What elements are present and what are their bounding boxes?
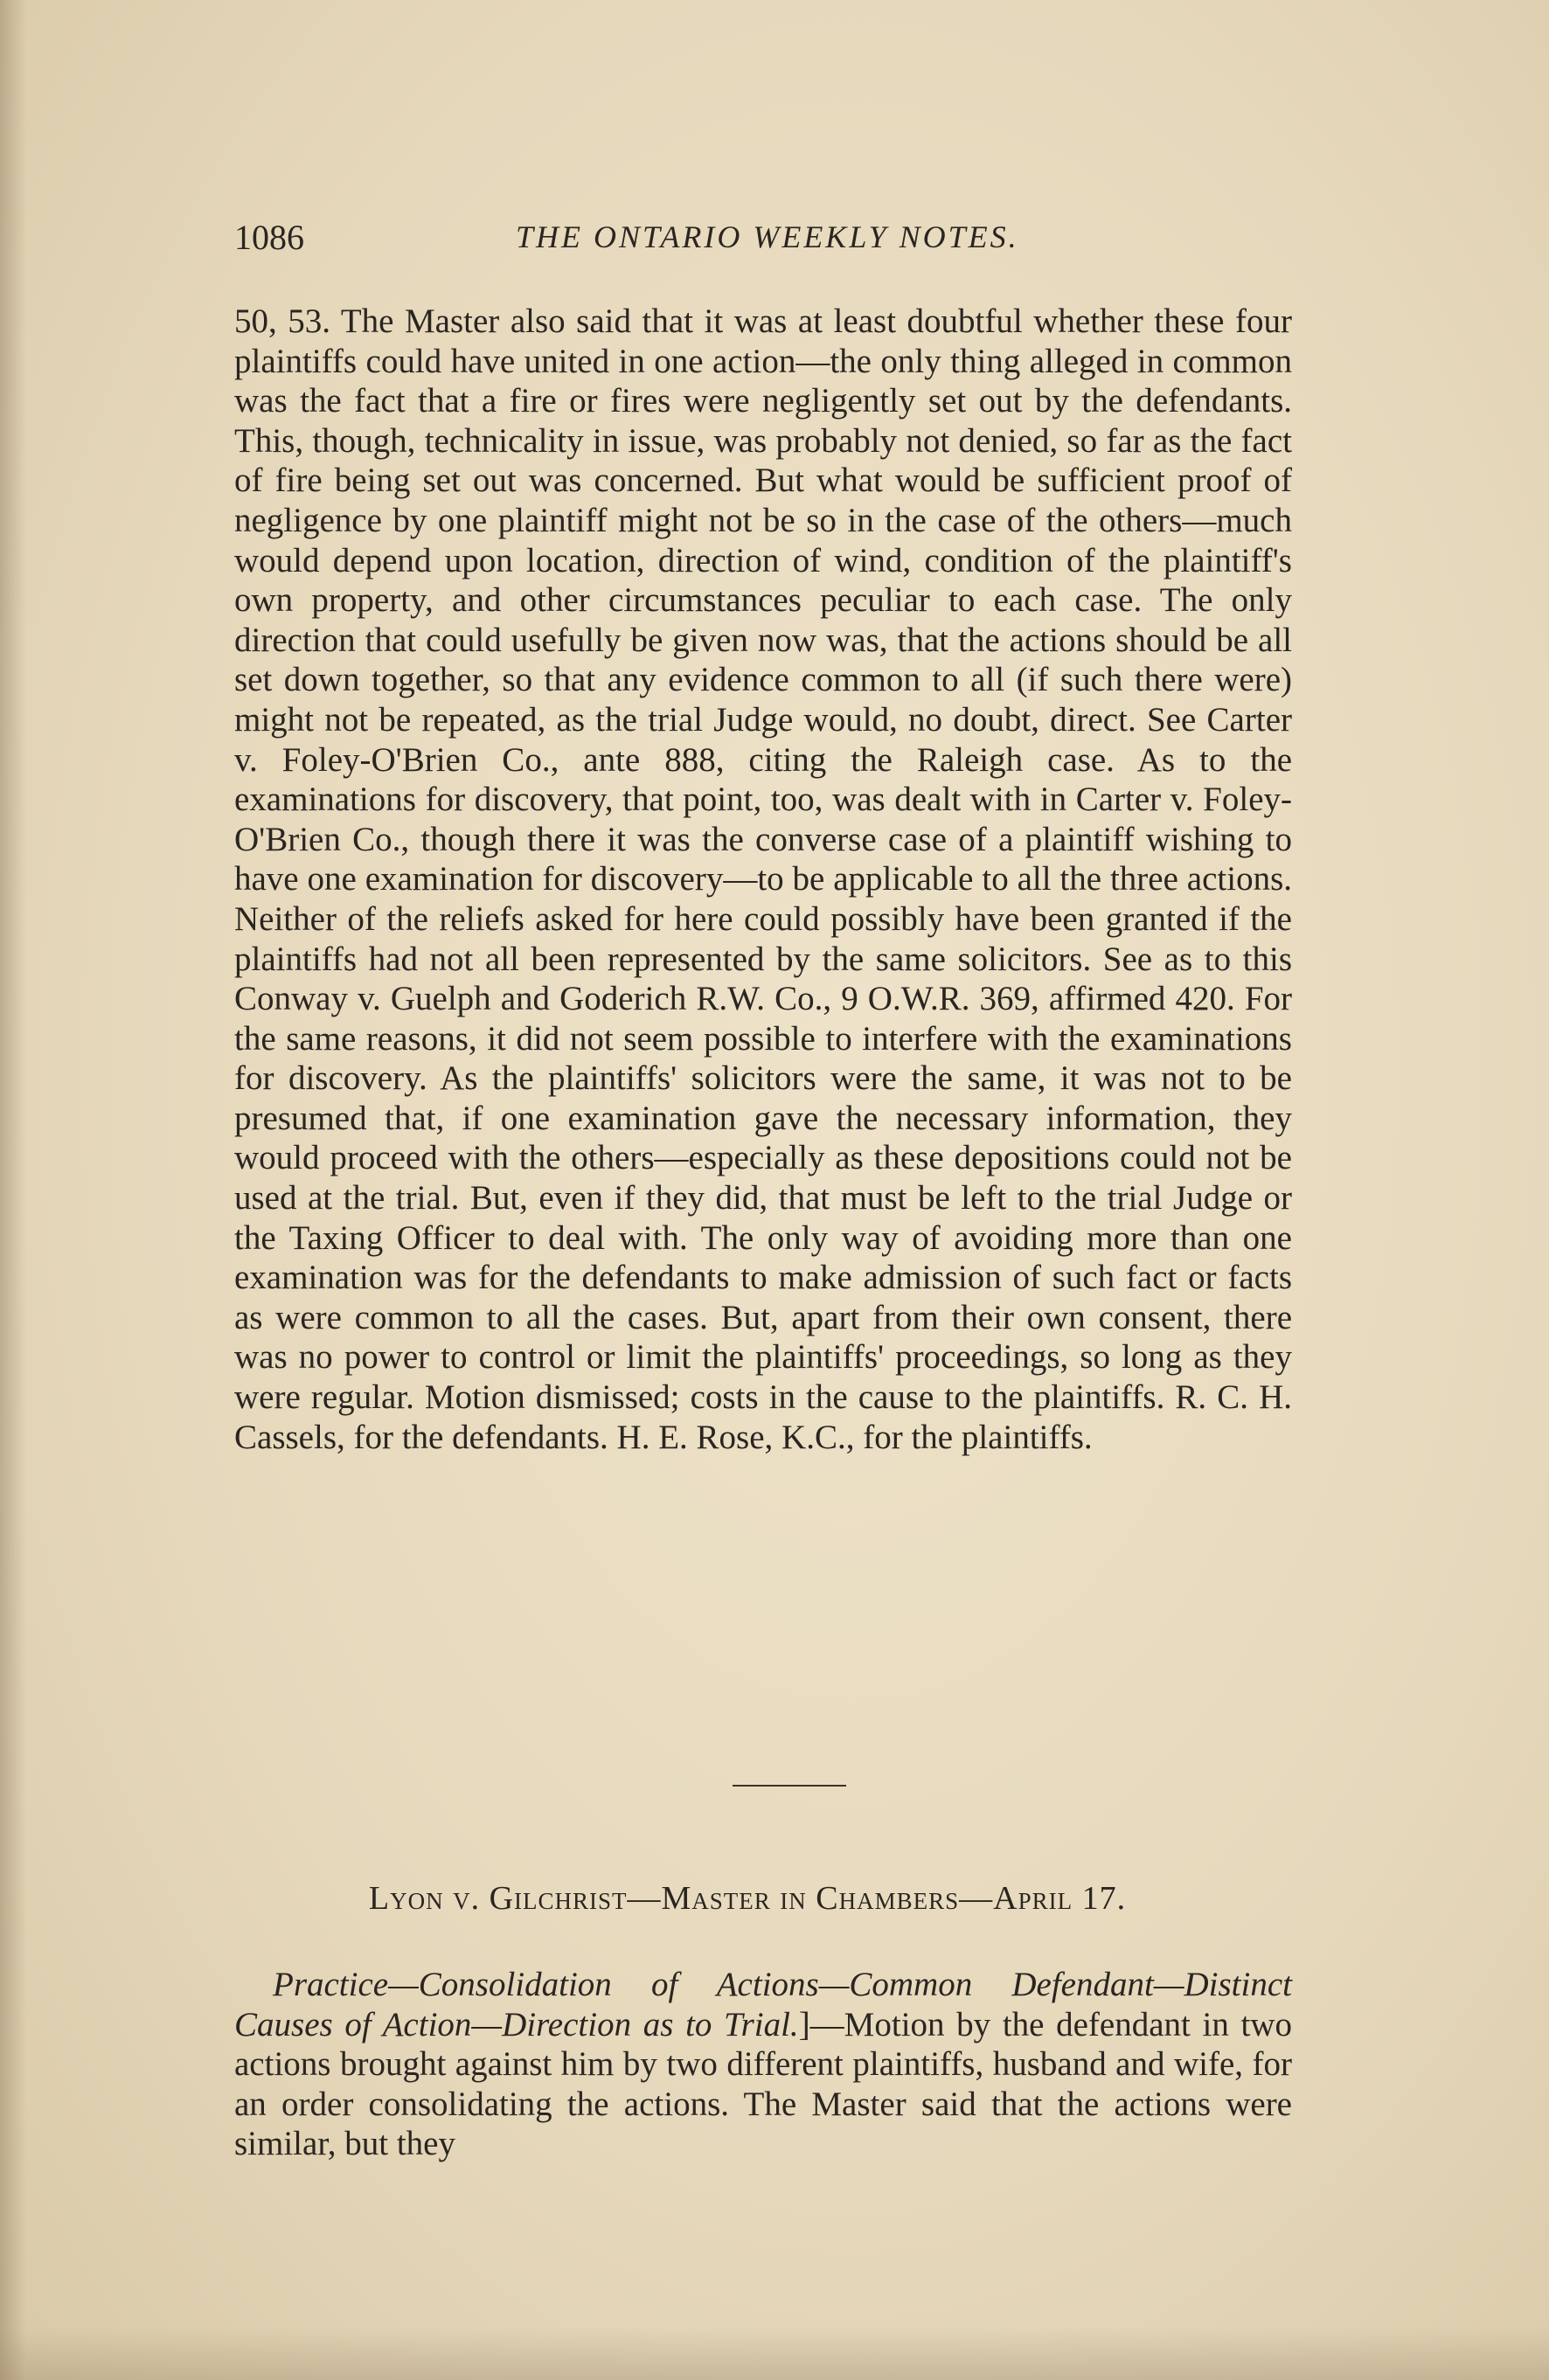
- running-title: THE ONTARIO WEEKLY NOTES.: [516, 219, 1019, 254]
- page-header: [234, 217, 1292, 269]
- spine-shadow: [0, 0, 26, 2380]
- case-heading: Lyon v. Gilchrist—Master in Chambers—April 17.: [368, 1880, 1127, 1917]
- case-paragraph: [234, 1965, 1292, 2164]
- section-divider: [733, 1785, 846, 1787]
- bottom-shadow: [0, 2328, 1549, 2380]
- case-italic-lead: Practice—Consolidation of Actions—Common Defendant—Distinct Causes of Action—Direction as to Trial.: [234, 1966, 1292, 2043]
- case-text: ]—Motion by the defendant in two actions brought against him by two different plaintiffs, husband and wife, for an order consolidating the actions. The Master said that the actions were similar, but they: [234, 2005, 1292, 2163]
- page-number: 1086: [234, 218, 304, 257]
- body-paragraph: 50, 53. The Master also said that it was at least doubtful whether these four plaintiffs could have united in one action—the only thing alleged in common was the fact that a fire or fires were negligently set out by the defendants. This, though, technicality in issue, was probably not denied, so far as the fact of fire being set out was concerned. But what would be sufficient proof of negligence by one plaintiff might not be so in the case of the others—much would depend upon location, direction of wind, condition of the plaintiff's own property, and other circumstances peculiar to each case. The only direction that could usefully be given now was, that the actions should be all set down together, so that any evidence common to all (if such there were) might not be repeated, as the trial Judge would, no doubt, direct. See Carter v. Foley-O'Brien Co., ante 888, citing the Raleigh case. As to the examinations for discovery, that point, too, was dealt with in Carter v. Foley-O'Brien Co., though there it was the converse case of a plaintiff wishing to have one examination for discovery—to be applicable to all the three actions. Neither of the reliefs asked for here could possibly have been granted if the plaintiffs had not all been represented by the same solicitors. See as to this Conway v. Guelph and Goderich R.W. Co., 9 O.W.R. 369, affirmed 420. For the same reasons, it did not seem possible to interfere with the examinations for discovery. As the plaintiffs' solicitors were the same, it was not to be presumed that, if one examination gave the necessary information, they would proceed with the others—especially as these depositions could not be used at the trial. But, even if they did, that must be left to the trial Judge or the Taxing Officer to deal with. The only way of avoiding more than one examination was for the defendants to make admission of such fact or facts as were common to all the cases. But, apart from their own consent, there was no power to control or limit the plaintiffs' proceedings, so long as they were regular. Motion dismissed; costs in the cause to the plaintiffs. R. C. H. Cassels, for the defendants. H. E. Rose, K.C., for the plaintiffs.: [234, 302, 1292, 1456]
